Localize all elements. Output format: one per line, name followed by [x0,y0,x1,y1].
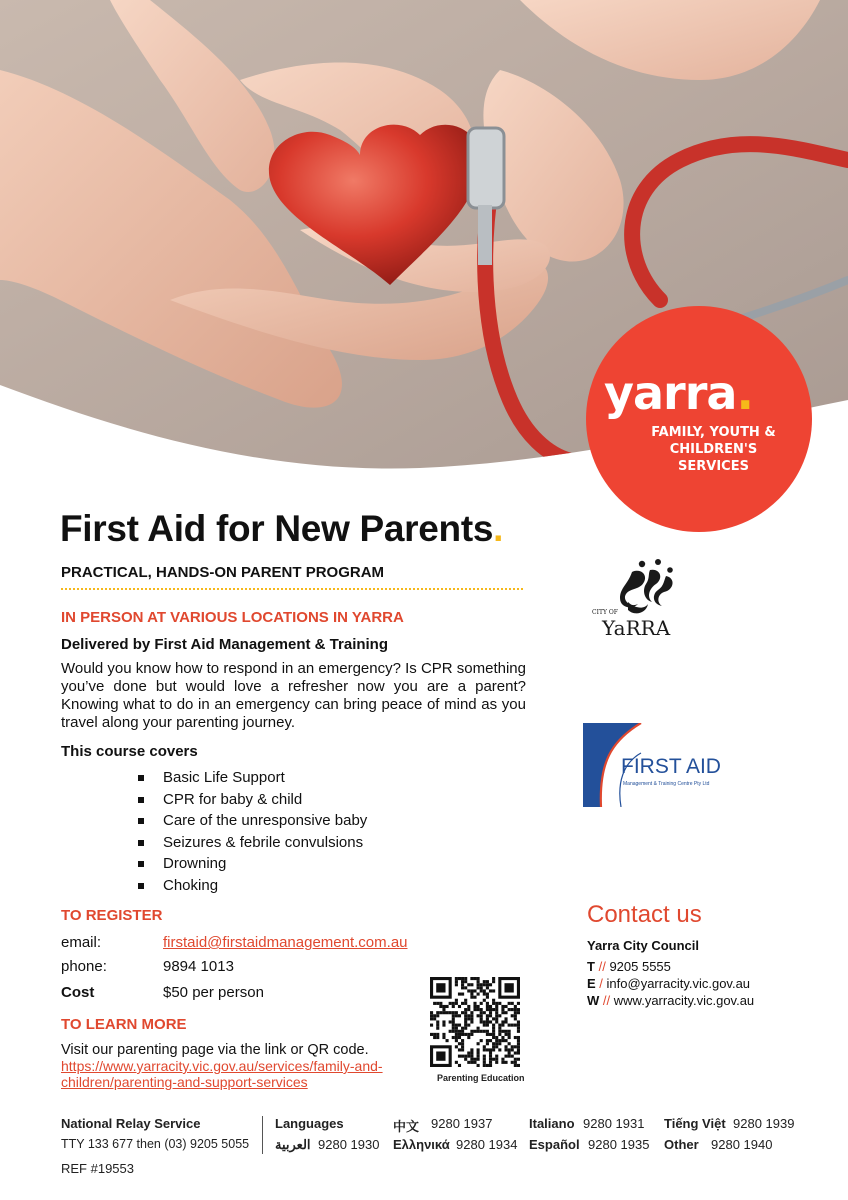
language-number: 9280 1935 [588,1137,650,1152]
language-number: 9280 1937 [431,1116,493,1131]
learn-more-text: Visit our parenting page via the link or QR code. [61,1042,369,1058]
language-name: Español [529,1137,580,1152]
svg-text:FIRST AID: FIRST AID [621,755,721,778]
language-number: 9280 1930 [318,1137,380,1152]
page-subtitle: PRACTICAL, HANDS-ON PARENT PROGRAM [61,564,385,581]
footer [0,1110,848,1200]
qr-caption: Parenting Education [437,1073,525,1083]
list-item: Choking [138,875,367,897]
languages-title: Languages [275,1116,344,1131]
language-name: Italiano [529,1116,575,1131]
cost-value: $50 per person [163,984,264,1001]
reference-number: REF #19553 [61,1161,134,1176]
parenting-page-link[interactable]: https://www.yarracity.vic.gov.au/services/family-and-children/parenting-and-support-services [61,1058,383,1090]
svg-text:Management & Training Centre P: Management & Training Centre Pty Ltd [623,781,710,787]
location-heading: IN PERSON AT VARIOUS LOCATIONS IN YARRA [61,609,404,626]
language-number: 9280 1931 [583,1116,645,1131]
svg-text:CITY OF: CITY OF [592,609,618,616]
cost-label: Cost [61,984,95,1001]
badge-tagline-line-2: CHILDREN'S SERVICES [669,442,758,474]
contact-website[interactable]: W // www.yarracity.vic.gov.au [587,993,755,1008]
contact-phone: T // 9205 5555 [587,959,671,974]
language-number: 9280 1939 [733,1116,795,1131]
list-item: Seizures & febrile convulsions [138,832,367,854]
contact-email[interactable]: E / info@yarracity.vic.gov.au [587,976,751,991]
language-name: Ελληνικά [393,1137,450,1152]
footer-divider [262,1116,263,1154]
register-heading: TO REGISTER [61,907,163,924]
list-item: Basic Life Support [138,767,367,789]
language-name: العربية [275,1137,311,1152]
phone-value: 9894 1013 [163,958,234,975]
language-name: 中文 [393,1119,420,1134]
nrs-text: TTY 133 677 then (03) 9205 5055 [61,1137,250,1151]
svg-text:YaRRA: YaRRA [602,616,671,640]
qr-code[interactable] [430,977,520,1067]
yarra-services-badge [586,306,812,532]
city-of-yarra-logo [590,558,685,640]
course-topics-list [138,767,367,897]
list-item: Drowning [138,853,367,875]
intro-paragraph: Would you know how to respond in an emergency? Is CPR something you’ve done but would love a refresher now you are a parent? Knowing what to do in an emergency can bring peace of mind as you travel along your parenting journey. [61,660,526,731]
contact-title: Contact us [587,901,702,928]
phone-label: phone: [61,958,107,975]
badge-tagline [636,424,791,475]
list-item: CPR for baby & child [138,789,367,811]
contact-org: Yarra City Council [587,938,699,953]
language-number: 9280 1934 [456,1137,518,1152]
language-name: Other [664,1137,699,1152]
yarra-brand-wordmark: yarra. [604,366,753,420]
nrs-title: National Relay Service [61,1116,201,1131]
language-name: Tiếng Việt [664,1116,726,1131]
language-number: 9280 1940 [711,1137,773,1152]
email-label: email: [61,934,102,951]
first-aid-management-logo [583,723,748,807]
learn-more-heading: TO LEARN MORE [61,1016,187,1033]
page-title: First Aid for New Parents. [60,508,504,549]
learn-more-block [61,1042,421,1090]
covers-heading: This course covers [61,743,198,760]
email-link[interactable]: firstaid@firstaidmanagement.com.au [163,934,408,951]
dotted-divider [61,588,523,590]
list-item: Care of the unresponsive baby [138,810,367,832]
delivered-by: Delivered by First Aid Management & Training [61,636,389,653]
badge-tagline-line-1: FAMILY, YOUTH & [651,425,776,440]
